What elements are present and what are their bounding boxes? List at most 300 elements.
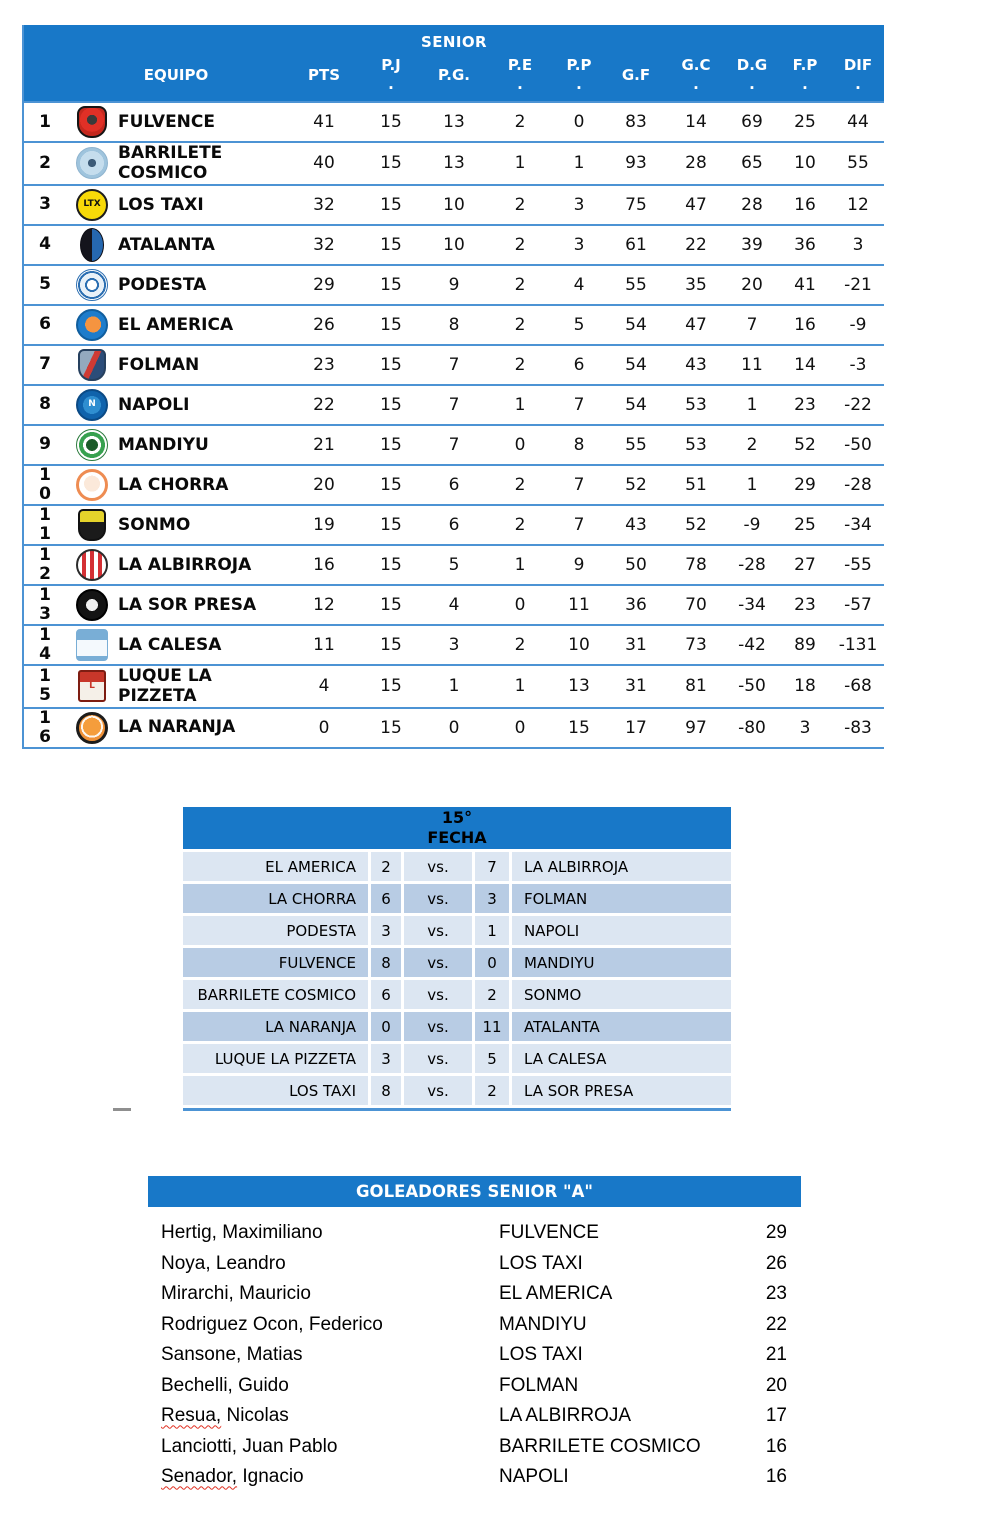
col-header-dg [726,54,778,96]
goal-count: 23 [765,1283,787,1305]
team-crest-cell [66,712,118,744]
home-score: 8 [368,1076,401,1105]
player-name [161,1314,499,1336]
stat-fp: 41 [794,274,816,295]
stat-gf: 54 [625,354,647,375]
table-row [24,184,884,224]
player-name [161,1283,499,1305]
player-name-text: Rodriguez Ocon, Federico [161,1313,383,1335]
stat-pe: 2 [514,194,526,215]
scorer-row [161,1310,801,1341]
misspelled-word: Senador, [161,1466,238,1488]
rank: 3 [39,194,51,215]
goal-count: 26 [765,1252,787,1274]
stat-pj: 15 [380,274,402,295]
stat-dif: -55 [844,554,872,575]
home-score: 2 [368,852,401,881]
rank: 12 [39,545,51,584]
stat-pg: 3 [448,634,460,655]
home-team: LOS TAXI [183,1076,368,1105]
stat-pg: 6 [448,474,460,495]
player-name [161,1436,499,1458]
stat-pe: 1 [514,676,526,697]
away-score: 5 [472,1044,509,1073]
stat-fp: 52 [794,434,816,455]
stat-fp: 29 [794,474,816,495]
misspelled-word: Resua, [161,1405,222,1427]
col-header-fp [778,54,832,96]
team-name: LOS TAXI [118,194,204,215]
player-team: NAPOLI [499,1466,569,1488]
stat-pe: 2 [514,354,526,375]
col-label-dot: . [855,75,861,93]
stat-dif: -34 [844,514,872,535]
table-row [24,384,884,424]
stat-gf: 43 [625,514,647,535]
goal-count: 21 [765,1344,787,1366]
team-crest-icon [78,349,106,381]
stat-pts: 32 [313,234,335,255]
col-label: F.P [792,56,818,75]
home-team: EL AMERICA [183,852,368,881]
rank: 15 [39,666,51,706]
team-crest-cell [66,269,118,301]
divider-dash [113,1108,131,1111]
rank-cell [24,235,66,254]
rank: 11 [39,505,51,544]
stat-dif: -83 [844,717,872,738]
player-name [161,1466,499,1488]
fixture-row [183,916,731,945]
home-team: LA CHORRA [183,884,368,913]
stat-pe: 1 [514,153,526,174]
stat-pts: 0 [318,717,330,738]
team-crest-icon [76,549,108,581]
team-crest-cell [66,309,118,341]
rank: 9 [39,434,51,455]
col-header-pp [552,54,606,96]
col-label-dot: . [388,75,394,93]
player-name-text: Noya, Leandro [161,1252,286,1274]
stat-fp: 89 [794,634,816,655]
stat-fp: 14 [794,354,816,375]
rank: 7 [39,354,51,375]
away-team: LA SOR PRESA [509,1076,731,1105]
team-crest-icon [76,629,108,661]
stat-pp: 7 [573,474,585,495]
player-name [161,1253,499,1275]
stat-dg: -50 [738,676,766,697]
away-score: 1 [472,916,509,945]
stat-pp: 1 [573,153,585,174]
stat-pts: 4 [318,676,330,697]
rank: 2 [39,153,51,174]
stat-pe: 2 [514,474,526,495]
team-crest-cell [66,469,118,501]
stat-fp: 16 [794,194,816,215]
team-crest-text: L [89,680,95,691]
player-team: FOLMAN [499,1374,579,1396]
table-row [24,544,884,584]
stat-pts: 40 [313,153,335,174]
stat-pts: 21 [313,434,335,455]
stat-pj: 15 [380,474,402,495]
team-crest-cell [66,106,118,138]
stat-pg: 13 [443,112,465,132]
scorer-row [161,1249,801,1280]
table-row [24,141,884,184]
stat-gc: 51 [685,474,707,495]
away-team: FOLMAN [509,884,731,913]
rank-cell [24,355,66,374]
stat-pj: 15 [380,434,402,455]
table-row [24,344,884,384]
col-header-gf [606,54,666,96]
stat-gf: 50 [625,554,647,575]
stat-gc: 81 [685,676,707,697]
stat-dif: 44 [847,112,869,132]
away-team: ATALANTA [509,1012,731,1041]
team-crest-icon [76,189,108,221]
stat-gc: 14 [685,112,707,132]
fixture-row [183,980,731,1009]
table-row [24,424,884,464]
stat-gc: 53 [685,434,707,455]
away-score: 7 [472,852,509,881]
rank-cell [24,626,66,663]
stat-gf: 17 [625,717,647,738]
goal-count: 29 [765,1222,787,1244]
team-crest-icon [76,429,108,461]
fixture-row [183,1044,731,1073]
col-header-pj [362,54,420,96]
stat-pp: 4 [573,274,585,295]
col-label: G.F [621,65,651,84]
stat-gc: 47 [685,314,707,335]
away-score: 3 [472,884,509,913]
home-score: 6 [368,980,401,1009]
rank: 1 [39,111,51,132]
team-crest-icon [76,712,108,744]
away-team: MANDIYU [509,948,731,977]
stat-fp: 10 [794,153,816,174]
team-crest-icon [76,269,108,301]
stat-gc: 73 [685,634,707,655]
standings-column-headers [24,54,884,96]
col-label: G.C [681,56,711,75]
col-header-pts [286,54,362,96]
stat-dg: 11 [741,354,763,375]
away-team: NAPOLI [509,916,731,945]
home-team: LUQUE LA PIZZETA [183,1044,368,1073]
stat-dg: 1 [746,394,758,415]
stat-gf: 93 [625,153,647,174]
player-team: LOS TAXI [499,1344,583,1366]
scorer-row [161,1371,801,1402]
col-header-equipo [66,54,286,96]
table-row [24,224,884,264]
away-score: 2 [472,980,509,1009]
rank-cell [24,546,66,583]
table-row [24,504,884,544]
rank: 13 [39,585,51,624]
stat-pg: 0 [448,717,460,738]
team-crest-icon [76,589,108,621]
stat-gc: 53 [685,394,707,415]
stat-pg: 6 [448,514,460,535]
col-label: EQUIPO [143,65,209,84]
stat-dif: -21 [844,274,872,295]
standings-title: SENIOR [421,33,487,51]
stat-pts: 29 [313,274,335,295]
fixture-row [183,852,731,881]
col-header-pe [488,54,552,96]
home-score: 6 [368,884,401,913]
team-name: FULVENCE [118,111,215,132]
rank-cell [24,709,66,746]
vs-label: vs. [401,1012,472,1041]
team-name: BARRILETE COSMICO [118,143,223,184]
stat-pts: 22 [313,394,335,415]
stat-pp: 8 [573,434,585,455]
stat-dg: 28 [741,194,763,215]
stat-dif: -9 [849,314,867,335]
stat-pg: 10 [443,194,465,215]
table-row [24,664,884,707]
stat-fp: 3 [799,717,811,738]
vs-label: vs. [401,1044,472,1073]
player-name-text: Hertig, Maximiliano [161,1222,323,1244]
vs-label: vs. [401,948,472,977]
away-score: 2 [472,1076,509,1105]
stat-pj: 15 [380,194,402,215]
team-name: FOLMAN [118,354,200,375]
stat-dg: 20 [741,274,763,295]
stat-pp: 13 [568,676,590,697]
table-row [24,264,884,304]
scorer-row [161,1340,801,1371]
team-name: NAPOLI [118,394,190,415]
stat-pg: 7 [448,434,460,455]
stat-pp: 11 [568,594,590,615]
stat-pp: 15 [568,717,590,738]
stat-gf: 52 [625,474,647,495]
stat-pe: 2 [514,112,526,132]
team-crest-cell [66,147,118,179]
stat-dg: -9 [743,514,761,535]
stat-pts: 41 [313,112,335,132]
stat-fp: 36 [794,234,816,255]
stat-fp: 25 [794,112,816,132]
stat-dg: 39 [741,234,763,255]
stat-pts: 12 [313,594,335,615]
home-team: FULVENCE [183,948,368,977]
stat-dg: -34 [738,594,766,615]
stat-gf: 36 [625,594,647,615]
rank-cell [24,315,66,334]
stat-fp: 23 [794,394,816,415]
col-label: P.P [566,56,592,75]
col-label: P.E [507,56,533,75]
goal-count: 20 [765,1374,787,1396]
rank-cell [24,435,66,454]
team-crest-cell [66,549,118,581]
col-label-dot: . [693,75,699,93]
stat-pts: 16 [313,554,335,575]
vs-label: vs. [401,884,472,913]
rank-cell [24,506,66,543]
stat-dif: 12 [847,194,869,215]
stat-pts: 26 [313,314,335,335]
stat-dif: -131 [838,634,878,655]
col-header-gc [666,54,726,96]
team-name: LUQUE LA PIZZETA [118,665,212,707]
stat-gc: 97 [685,717,707,738]
stat-pj: 15 [380,153,402,174]
stat-pg: 13 [443,153,465,174]
col-label: P.G. [438,65,470,84]
standings-table [22,25,884,749]
team-crest-cell [66,589,118,621]
team-crest-text: N [88,399,96,410]
stat-pg: 8 [448,314,460,335]
rank-cell [24,154,66,173]
rank: 16 [39,707,51,747]
stat-dg: 65 [741,153,763,174]
stat-pg: 10 [443,234,465,255]
team-crest-cell [66,429,118,461]
stat-gc: 70 [685,594,707,615]
away-score: 11 [472,1012,509,1041]
scorer-row [161,1401,801,1432]
scorer-row [161,1432,801,1463]
team-crest-text: LTX [83,199,101,210]
player-name [161,1405,499,1427]
stat-pj: 15 [380,394,402,415]
rank-cell [24,395,66,414]
stat-gc: 35 [685,274,707,295]
stat-dif: -50 [844,434,872,455]
team-crest-icon [77,106,107,138]
stat-gc: 52 [685,514,707,535]
team-name: LA CHORRA [118,474,229,495]
home-team: LA NARANJA [183,1012,368,1041]
player-name-text: Nicolas [221,1405,289,1427]
stat-pg: 9 [448,274,460,295]
stat-fp: 23 [794,594,816,615]
stat-pp: 0 [573,112,585,132]
rank: 10 [39,465,51,504]
fixtures-round-label: FECHA [427,828,487,847]
team-crest-icon [80,228,104,262]
rank: 5 [39,274,51,295]
fixtures-rows [183,852,731,1111]
stat-pe: 1 [514,394,526,415]
col-label-dot: . [749,75,755,93]
stat-dif: -3 [849,354,867,375]
home-score: 3 [368,1044,401,1073]
vs-label: vs. [401,980,472,1009]
stat-pp: 10 [568,634,590,655]
stat-dif: -28 [844,474,872,495]
col-header-rank [24,54,66,96]
stat-fp: 18 [794,676,816,697]
stat-pts: 11 [313,634,335,655]
team-crest-cell [66,189,118,221]
stat-pp: 5 [573,314,585,335]
stat-pj: 15 [380,314,402,335]
rank-cell [24,667,66,704]
team-crest-cell [66,349,118,381]
stat-gf: 55 [625,274,647,295]
stat-dg: -80 [738,717,766,738]
stat-gc: 22 [685,234,707,255]
stat-dif: 3 [852,234,864,255]
player-team: EL AMERICA [499,1283,613,1305]
stat-gc: 28 [685,153,707,174]
table-row [24,584,884,624]
rank-cell [24,586,66,623]
stat-pts: 32 [313,194,335,215]
player-name-text: Bechelli, Guido [161,1374,289,1396]
stat-pts: 20 [313,474,335,495]
stat-dif: -68 [844,676,872,697]
fixtures-table [183,807,731,1111]
stat-gf: 75 [625,194,647,215]
stat-pj: 15 [380,354,402,375]
team-crest-icon [76,147,108,179]
stat-dg: 2 [746,434,758,455]
col-label: P.J [381,56,401,75]
stat-dg: -42 [738,634,766,655]
col-label-dot: . [517,75,523,93]
team-crest-cell [66,629,118,661]
stat-fp: 27 [794,554,816,575]
col-header-pg [420,54,488,96]
stat-gc: 78 [685,554,707,575]
stat-pp: 7 [573,514,585,535]
stat-pe: 0 [514,717,526,738]
team-name: EL AMERICA [118,314,234,335]
away-score: 0 [472,948,509,977]
team-crest-icon [78,670,106,702]
player-team: MANDIYU [499,1313,587,1335]
team-name: PODESTA [118,274,207,295]
stat-pp: 3 [573,234,585,255]
stat-pp: 7 [573,394,585,415]
stat-pj: 15 [380,112,402,132]
team-crest-cell [66,509,118,541]
team-crest-icon [76,469,108,501]
goal-count: 22 [765,1313,787,1335]
away-team: LA ALBIRROJA [509,852,731,881]
player-team: LA ALBIRROJA [499,1405,632,1427]
fixture-row [183,948,731,977]
table-row [24,101,884,141]
team-name: ATALANTA [118,234,215,255]
stat-pe: 1 [514,554,526,575]
stat-pj: 15 [380,514,402,535]
home-team: BARRILETE COSMICO [183,980,368,1009]
table-row [24,304,884,344]
standings-header [24,25,884,101]
team-crest-icon [76,309,108,341]
rank: 14 [39,625,51,664]
rank-cell [24,466,66,503]
scorers-header: GOLEADORES SENIOR "A" [148,1176,801,1207]
stat-gf: 31 [625,676,647,697]
away-team: LA CALESA [509,1044,731,1073]
